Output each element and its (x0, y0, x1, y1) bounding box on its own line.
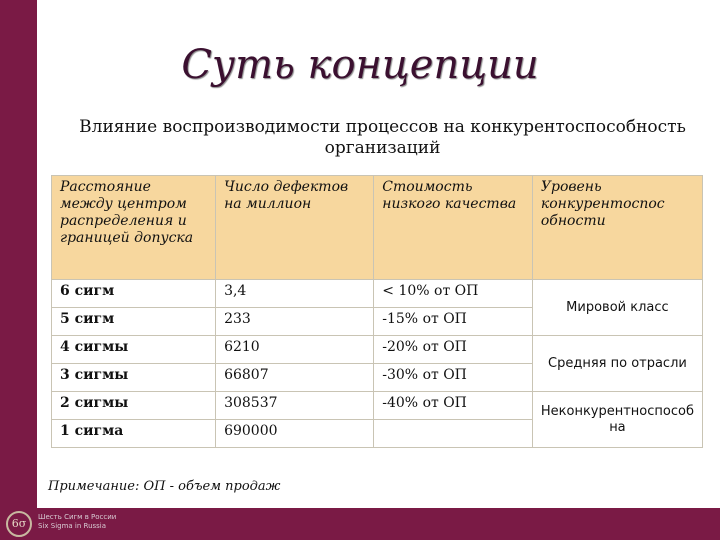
sigma-cell: 3 сигмы (52, 364, 216, 392)
cost-cell: < 10% от ОП (374, 280, 533, 308)
cost-cell: -40% от ОП (374, 392, 533, 420)
footer-line-en: Six Sigma in Russia (38, 522, 107, 530)
header-defects: Число дефектов на миллион (216, 176, 374, 280)
page-subtitle: Влияние воспроизводимости процессов на конкурентоспособность организаций (79, 117, 686, 158)
level-cell-uncompetitive: Неконкурентноспособ на (532, 392, 702, 448)
table-row (52, 280, 703, 308)
sigma-cell: 4 сигмы (52, 336, 216, 364)
header-distance: Расстояние между центром распределения и границей допуска (52, 176, 216, 280)
defects-cell: 66807 (216, 364, 374, 392)
sigma-cell: 2 сигмы (52, 392, 216, 420)
cost-cell (374, 420, 533, 448)
sigma-table (51, 175, 703, 448)
header-competitiveness: Уровень конкурентоспос обности (532, 176, 702, 280)
level-cell-industry-average: Средняя по отрасли (532, 336, 702, 392)
footer-text (38, 513, 116, 531)
cost-cell: -30% от ОП (374, 364, 533, 392)
footer-line-ru: Шесть Сигм в России (38, 513, 117, 521)
defects-cell: 690000 (216, 420, 374, 448)
level-cell-world-class: Мировой класс (532, 280, 702, 336)
table-row (52, 392, 703, 420)
page-title: Суть концепции (181, 42, 539, 88)
sigma-cell: 5 сигм (52, 308, 216, 336)
table-header-row (52, 176, 703, 280)
table-row (52, 336, 703, 364)
sigma-cell: 6 сигм (52, 280, 216, 308)
sigma-cell: 1 сигма (52, 420, 216, 448)
defects-cell: 233 (216, 308, 374, 336)
six-sigma-logo: 6σ (6, 511, 32, 537)
header-cost: Стоимость низкого качества (374, 176, 533, 280)
cost-cell: -20% от ОП (374, 336, 533, 364)
defects-cell: 3,4 (216, 280, 374, 308)
table-note: Примечание: ОП - объем продаж (48, 479, 281, 494)
defects-cell: 308537 (216, 392, 374, 420)
defects-cell: 6210 (216, 336, 374, 364)
cost-cell: -15% от ОП (374, 308, 533, 336)
